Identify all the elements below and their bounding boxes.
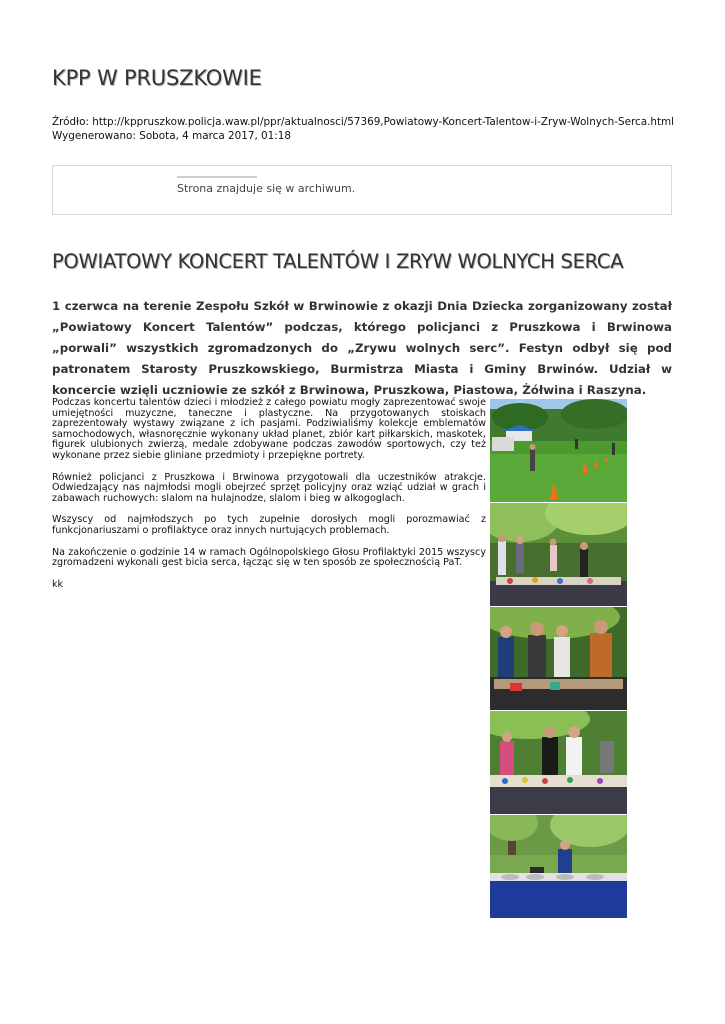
site-title: KPP W PRUSZKOWIE <box>52 66 262 90</box>
archive-notice <box>52 165 672 215</box>
article-title: POWIATOWY KONCERT TALENTÓW I ZRYW WOLNYCH SERCA <box>52 250 624 273</box>
paragraph: Na zakończenie o godzinie 14 w ramach Ogólnopolskiego Głosu Profilaktyki 2015 wszyscy zgromadzeni wykonali gest bicia serca, łącząc się w ten sposób ze społecznością PaT. <box>52 546 486 569</box>
photo-group[interactable] <box>490 607 627 710</box>
paragraph: Również policjanci z Pruszkowa i Brwinowa przygotowali dla uczestników atrakcje. Odwiedzający nas najmłodsi mogli obejrzeć sprzęt policyjny oraz wziąć udział w grach i zabawach ruchowych: slalom na hulajnodze, slalom i bieg w alkogoglach. <box>52 471 486 504</box>
photo-sports-field[interactable] <box>490 399 627 502</box>
paragraph: Podczas koncertu talentów dzieci i młodzież z całego powiatu mogły zaprezentować swoje umiejętności muzyczne, taneczne i plastyczne. Na przygotowanych stoiskach zaprezentowały wystawy związane z ich pasjami. Podziwialiśmy kolekcje emblematów samochodowych, własnoręcznie wykonany układ planet, zbiór kart piłkarskich, maskotek, figurek ulubionych zwierzą, medale zdobywane podczas zawodów sportowych, czy też wykonane przez siebie gliniane przedmioty i przepiękne portrety. <box>52 397 486 461</box>
source-meta <box>52 115 674 143</box>
photo-stalls[interactable] <box>490 503 627 606</box>
generated-date: Wygenerowano: Sobota, 4 marca 2017, 01:18 <box>52 130 291 142</box>
article-body <box>52 398 486 601</box>
paragraph: kk <box>52 578 64 590</box>
photo-exhibition[interactable] <box>490 711 627 814</box>
source-url[interactable]: Źródło: http://kppruszkow.policja.waw.pl/ppr/aktualnosci/57369,Powiatowy-Koncert-Talentow-i-Zryw-Wolnych-Serca.html <box>52 116 675 128</box>
article-lead: 1 czerwca na terenie Zespołu Szkół w Brwinowie z okazji Dnia Dziecka zorganizowany został „Powiatowy Koncert Talentów” podczas, którego policjanci z Pruszkowa i Brwinowa „porwali” wszystkich zgromadzonych do „Zrywu wolnych serc”. Festyn odbył się pod patronatem Starosty Pruszkowskiego, Burmistrza Miasta i Gminy Brwinów. Udział w koncercie wzięli uczniowie ze szkół z Brwinowa, Pruszkowa, Piastowa, Żółwina i Raszyna. <box>52 299 672 397</box>
photo-gallery <box>490 399 627 919</box>
notice-divider <box>177 176 257 178</box>
paragraph: Wszyscy od najmłodszych po tych zupełnie dorosłych mogli porozmawiać z funkcjonariuszami o profilaktyce oraz innych nurtujących problemach. <box>52 514 486 536</box>
archive-notice-text: Strona znajduje się w archiwum. <box>177 182 356 195</box>
photo-medals-table[interactable] <box>490 815 627 918</box>
